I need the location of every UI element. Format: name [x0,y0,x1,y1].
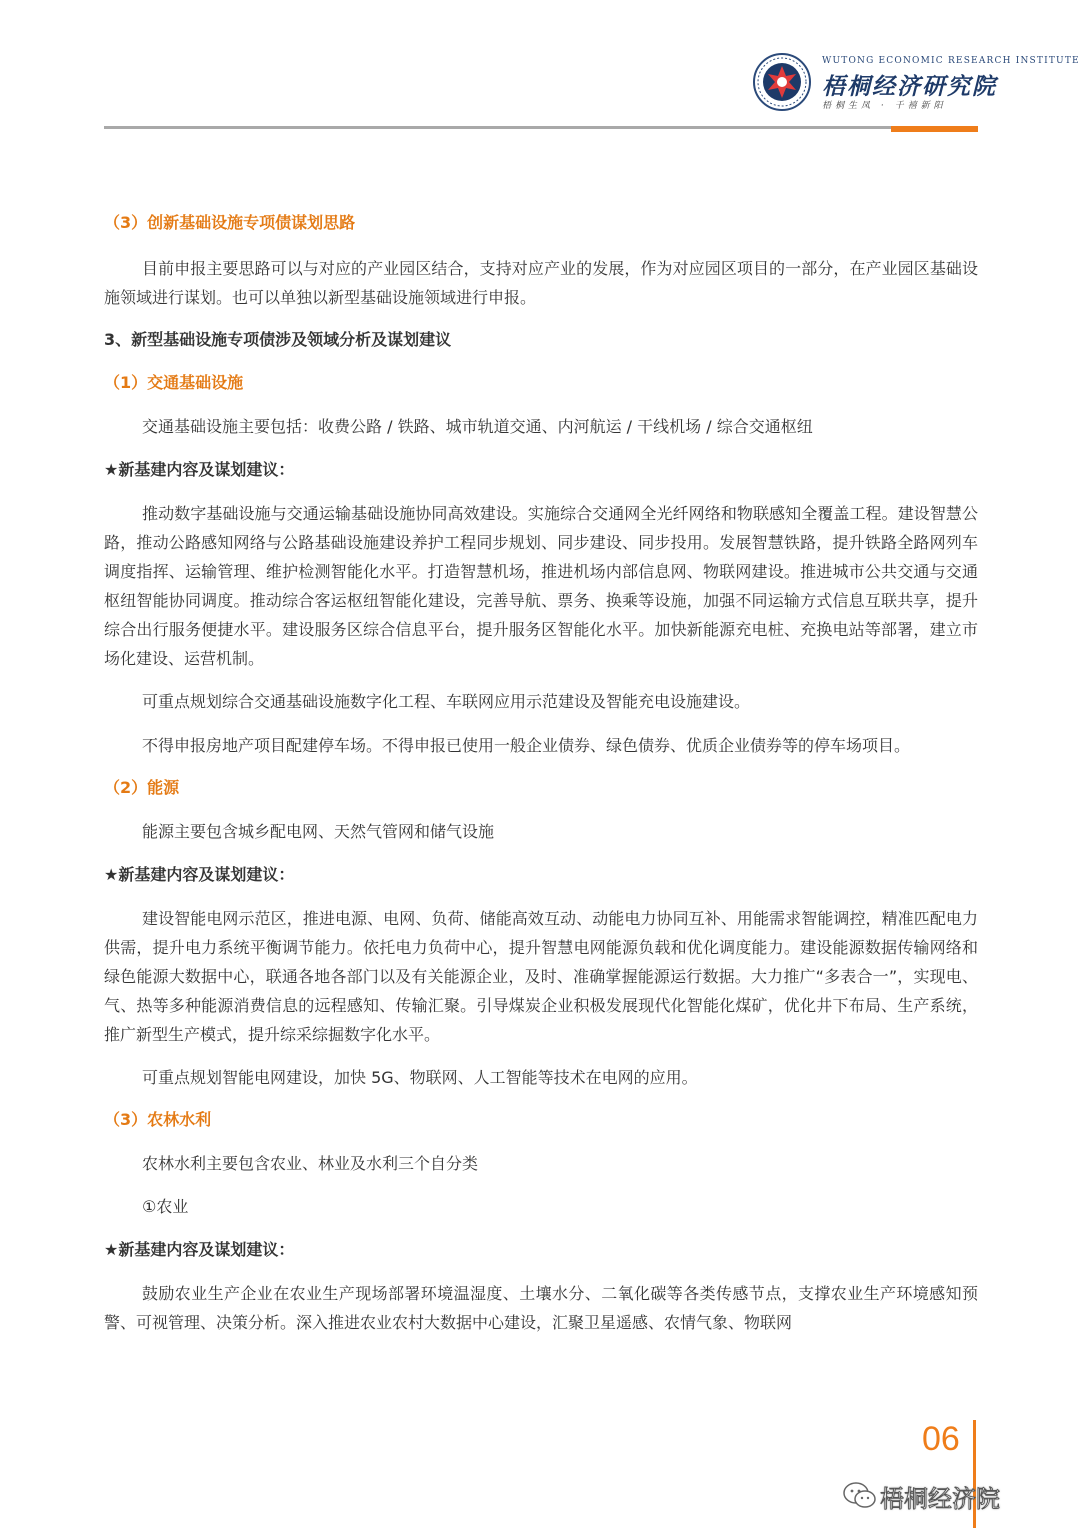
paragraph: 交通基础设施主要包括：收费公路 / 铁路、城市轨道交通、内河航运 / 干线机场 / 综合交通枢纽 [142,417,813,436]
paragraph: 可重点规划综合交通基础设施数字化工程、车联网应用示范建设及智能充电设施建设。 [142,692,751,711]
paragraph: 推动数字基础设施与交通运输基础设施协同高效建设。实施综合交通网全光纤网络和物联感知全覆盖工程。建设智慧公路，推动公路感知网络与公路基础设施建设养护工程同步规划、同步建设、同步投用。发展智慧铁路，提升铁路全路网列车调度指挥、运输管理、维护检测智能化水平。打造智慧机场，推进机场内部信息网、物联网建设。推进城市公共交通与交通枢纽智能协同调度。推动综合客运枢纽智能化建设，完善导航、票务、换乘等设施，加强不同运输方式信息互联共享，提升综合出行服务便捷水平。建设服务区综合信息平台，提升服务区智能化水平。加快新能源充电桩、充换电站等部署，建立市场化建设、运营机制。 [104,504,978,668]
paragraph: 可重点规划智能电网建设，加快 5G、物联网、人工智能等技术在电网的应用。 [142,1068,698,1087]
page-number: 06 [922,1420,960,1458]
institute-logo-icon [752,52,812,112]
paragraph: 农林水利主要包含农业、林业及水利三个自分类 [142,1154,479,1173]
main-heading: 3、新型基础设施专项债涉及领域分析及谋划建议 [104,330,452,349]
paragraph: 建设智能电网示范区，推进电源、电网、负荷、储能高效互动、动能电力协同互补、用能需求智能调控，精准匹配电力供需，提升电力系统平衡调节能力。依托电力负荷中心，提升智慧电网能源负载和优化调度能力。建设能源数据传输网络和绿色能源大数据中心，联通各地各部门以及有关能源企业，及时、准确掌握能源运行数据。大力推广“多表合一”，实现电、气、热等多种能源消费信息的远程感知、传输汇聚。引导煤炭企业积极发展现代化智能化煤矿，优化井下布局、生产系统，推广新型生产模式，提升综采综掘数字化水平。 [104,909,978,1044]
wechat-icon [842,1481,878,1511]
paragraph: 鼓励农业生产企业在农业生产现场部署环境温湿度、土壤水分、二氧化碳等各类传感节点，支撑农业生产环境感知预警、可视管理、决策分析。深入推进农业农村大数据中心建设，汇聚卫星遥感、农情气象、物联网 [104,1284,978,1332]
wechat-watermark [842,1478,1000,1514]
section-heading: （3）创新基础设施专项债谋划思路 [104,213,356,232]
header-accent-rule [891,126,978,132]
star-heading: ★新基建内容及谋划建议： [104,1240,295,1259]
paragraph: ①农业 [142,1197,189,1216]
logo-english-name: WUTONG ECONOMIC RESEARCH INSTITUTE [822,56,1080,66]
logo-slogan: 梧桐生凤 · 千禧新阳 [822,101,947,111]
paragraph: 目前申报主要思路可以与对应的产业园区结合，支持对应产业的发展，作为对应园区项目的一部分，在产业园区基础设施领域进行谋划。也可以单独以新型基础设施领域进行申报。 [104,259,978,307]
logo-chinese-name: 梧桐经济研究院 [822,73,997,100]
document-body [104,208,978,1337]
header-rule [104,126,891,129]
star-heading: ★新基建内容及谋划建议： [104,865,295,884]
section-heading: （1）交通基础设施 [104,373,244,392]
paragraph: 不得申报房地产项目配建停车场。不得申报已使用一般企业债券、绿色债券、优质企业债券等的停车场项目。 [142,736,911,755]
paragraph: 能源主要包含城乡配电网、天然气管网和储气设施 [142,822,495,841]
page-header [0,0,1080,140]
star-heading: ★新基建内容及谋划建议： [104,460,295,479]
section-heading: （3）农林水利 [104,1110,212,1129]
watermark-text: 梧桐经济院 [880,1484,1000,1513]
section-heading: （2）能源 [104,778,180,797]
